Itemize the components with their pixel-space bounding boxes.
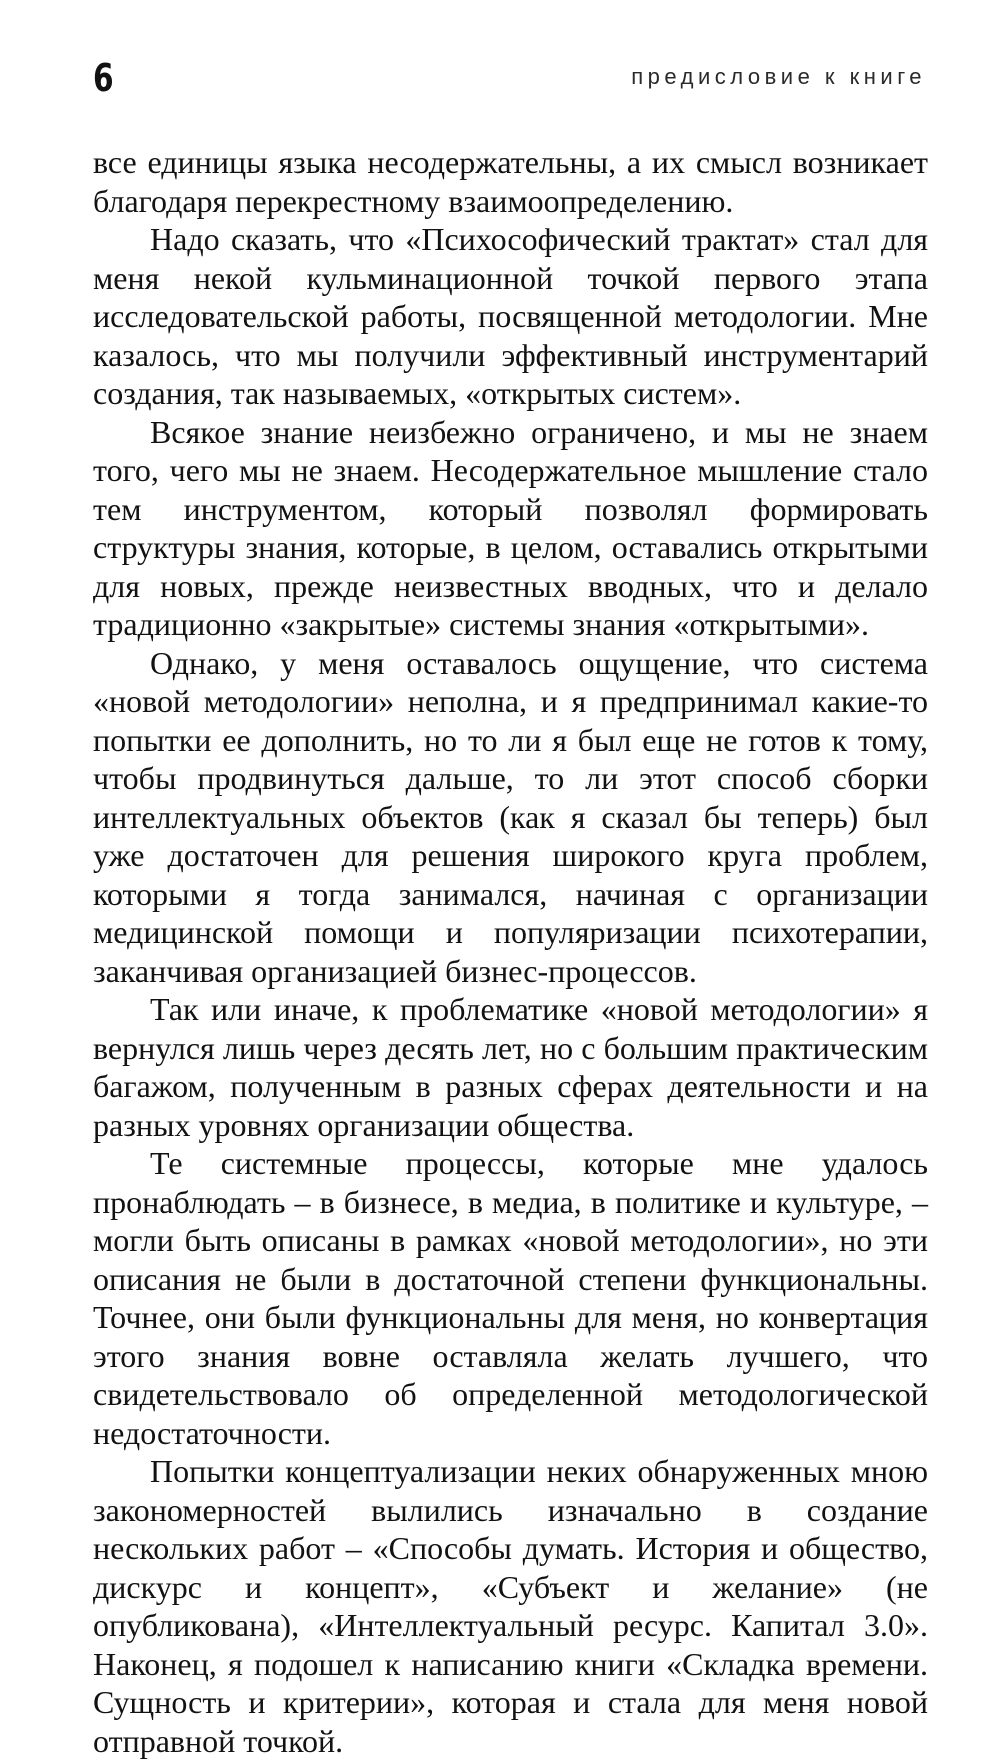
paragraph: Попытки концептуализации неких обнаруженных мною закономерностей вылились изначально в создание нескольких работ – «Способы думать. История и общество, дискурс и концепт», «Субъект и желание» (не опубликована), «Интеллектуальный ресурс. Капитал 3.0». Наконец, я подошел к написанию книги «Складка времени. Сущность и критерии», которая и стала для меня новой отправной точкой. bbox=[93, 1453, 928, 1759]
paragraph: Надо сказать, что «Психософический трактат» стал для меня некой кульминационной точкой первого этапа исследовательской работы, посвященной методологии. Мне казалось, что мы получили эффективный инструментарий создания, так называемых, «открытых систем». bbox=[93, 221, 928, 411]
paragraph-continued: все единицы языка несодержательны, а их смысл возникает благодаря перекрестному взаимоопределению. bbox=[93, 144, 928, 219]
running-title: предисловие к книге bbox=[631, 64, 926, 89]
page-number: 6 bbox=[93, 56, 114, 100]
page-header bbox=[93, 56, 926, 106]
paragraph: Те системные процессы, которые мне удалось пронаблюдать – в бизнесе, в медиа, в политике и культуре, – могли быть описаны в рамках «новой методологии», но эти описания не были в достаточной степени функциональны. Точнее, они были функциональны для меня, но конвертация этого знания вовне оставляла желать лучшего, что свидетельствовало об определенной методологической недостаточности. bbox=[93, 1145, 928, 1451]
paragraph: Всякое знание неизбежно ограничено, и мы не знаем того, чего мы не знаем. Несодержательное мышление стало тем инструментом, который позволял формировать структуры знания, которые, в целом, оставались открытыми для новых, прежде неизвестных вводных, что и делало традиционно «закрытые» системы знания «открытыми». bbox=[93, 413, 928, 642]
body-text bbox=[93, 143, 928, 1760]
paragraph: Однако, у меня оставалось ощущение, что система «новой методологии» неполна, и я предпринимал какие-то попытки ее дополнить, но то ли я был еще не готов к тому, чтобы продвинуться дальше, то ли этот способ сборки интеллектуальных объектов (как я сказал бы теперь) был уже достаточен для решения широкого круга проблем, которыми я тогда занимался, начиная с организации медицинской помощи и популяризации психотерапии, заканчивая организацией бизнес-процессов. bbox=[93, 644, 928, 989]
paragraph: Так или иначе, к проблематике «новой методологии» я вернулся лишь через десять лет, но с большим практическим багажом, полученным в разных сферах деятельности и на разных уровнях организации общества. bbox=[93, 991, 928, 1143]
